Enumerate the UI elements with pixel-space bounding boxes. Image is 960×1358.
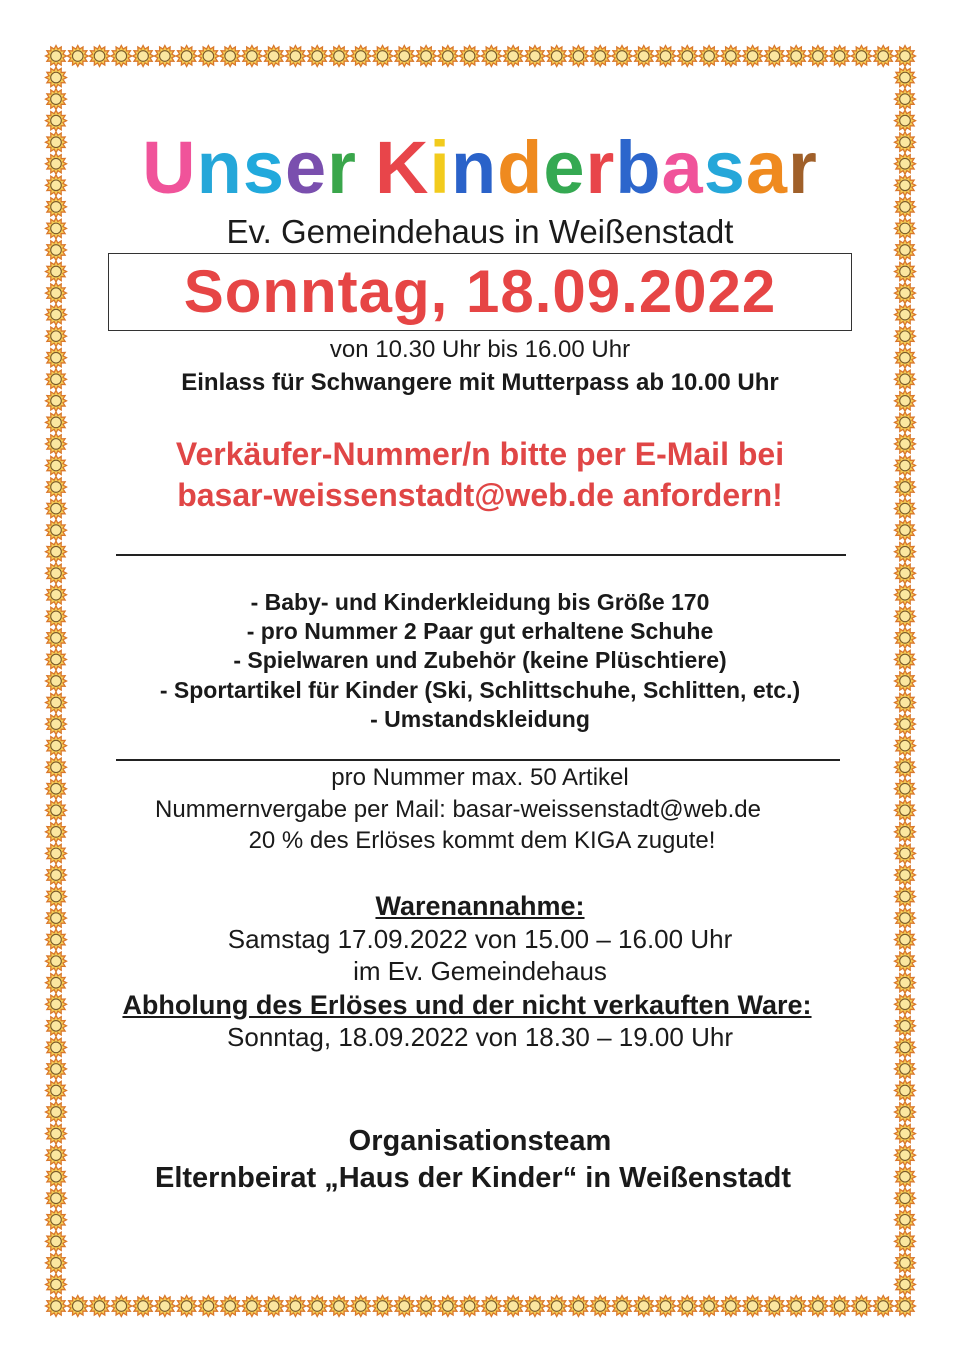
sun-icon (394, 46, 415, 67)
sun-icon (873, 1296, 894, 1317)
organizer-line-1: Organisationsteam (348, 1125, 612, 1157)
sun-icon (263, 1296, 284, 1317)
sun-icon (46, 304, 67, 325)
sun-icon (655, 1296, 676, 1317)
sun-icon (133, 1296, 154, 1317)
sun-icon (612, 46, 633, 67)
sun-icon (546, 46, 567, 67)
title-letter: r (585, 126, 616, 209)
sun-icon (677, 1296, 698, 1317)
sun-icon (46, 864, 67, 885)
sun-icon (568, 1296, 589, 1317)
sun-icon (372, 1296, 393, 1317)
divider (116, 759, 840, 761)
sun-icon (895, 1274, 916, 1295)
sun-icon (633, 1296, 654, 1317)
title-letter: r (788, 126, 818, 209)
sun-icon (46, 261, 67, 282)
sun-icon (895, 304, 916, 325)
dropoff-place: im Ev. Gemeindehaus (353, 956, 607, 986)
pickup-heading: Abholung des Erlöses und der nicht verkauften Ware: (122, 990, 812, 1020)
list-item: - Baby- und Kinderkleidung bis Größe 170 (250, 589, 710, 615)
sun-icon (46, 1058, 67, 1079)
sun-icon (46, 1296, 67, 1317)
sun-icon (220, 1296, 241, 1317)
sun-icon (285, 46, 306, 67)
title-letter: s (703, 126, 746, 209)
info-line: pro Nummer max. 50 Artikel (331, 764, 629, 791)
seller-notice-line-1: Verkäufer-Nummer/n bitte per E-Mail bei (175, 436, 785, 472)
sun-icon (807, 46, 828, 67)
sun-icon (307, 1296, 328, 1317)
title-letter: a (661, 126, 704, 209)
sun-icon (459, 46, 480, 67)
title-letter: r (327, 126, 357, 209)
sun-icon (46, 67, 67, 88)
sun-icon (895, 1080, 916, 1101)
sun-icon (416, 1296, 437, 1317)
title-letter: n (196, 126, 243, 209)
title-letter: d (497, 126, 544, 209)
sun-icon (546, 1296, 567, 1317)
venue: Ev. Gemeindehaus in Weißenstadt (226, 213, 734, 250)
info-line: Nummernvergabe per Mail: basar-weissenstadt@web.de (155, 796, 761, 823)
sun-icon (699, 1296, 720, 1317)
seller-notice-line-2: basar-weissenstadt@web.de anfordern! (177, 477, 783, 513)
opening-hours: von 10.30 Uhr bis 16.00 Uhr (329, 336, 631, 363)
sun-icon (111, 1296, 132, 1317)
list-item: - Umstandskleidung (370, 706, 590, 732)
sun-icon (895, 412, 916, 433)
title-letter: e (543, 126, 586, 209)
sun-icon (46, 541, 67, 562)
sun-icon (307, 46, 328, 67)
sun-icon (786, 1296, 807, 1317)
sun-icon (133, 46, 154, 67)
sun-icon (829, 1296, 850, 1317)
sun-icon (764, 46, 785, 67)
sun-icon (154, 46, 175, 67)
sun-icon (46, 283, 67, 304)
sun-icon (350, 46, 371, 67)
title-letter: n (450, 126, 498, 209)
sun-icon (742, 1296, 763, 1317)
sun-icon (329, 1296, 350, 1317)
sun-icon (895, 1058, 916, 1079)
sun-icon (154, 1296, 175, 1317)
sun-icon (895, 67, 916, 88)
sun-icon (46, 1080, 67, 1101)
sun-icon (89, 46, 110, 67)
title-letter: b (615, 126, 662, 209)
sun-icon (46, 735, 67, 756)
sun-icon (437, 46, 458, 67)
title-letter: i (429, 126, 451, 209)
date-box (108, 253, 852, 331)
sun-icon (459, 1296, 480, 1317)
sun-icon (895, 541, 916, 562)
sun-icon (241, 1296, 262, 1317)
title-letter: s (242, 126, 285, 209)
title-letter (357, 123, 375, 213)
sun-icon (46, 1102, 67, 1123)
sun-icon (89, 1296, 110, 1317)
sun-icon (895, 735, 916, 756)
sun-icon (481, 1296, 502, 1317)
sun-icon (241, 46, 262, 67)
sun-icon (786, 46, 807, 67)
sun-icon (895, 1209, 916, 1230)
sun-icon (895, 283, 916, 304)
sun-icon (46, 1209, 67, 1230)
sun-icon (895, 1102, 916, 1123)
sun-icon (677, 46, 698, 67)
sun-icon (481, 46, 502, 67)
sun-icon (851, 46, 872, 67)
sun-icon (895, 46, 916, 67)
title-letter: a (745, 126, 789, 209)
info-line: 20 % des Erlöses kommt dem KIGA zugute! (248, 827, 716, 854)
title-letter: U (142, 126, 197, 209)
title-letter: e (284, 126, 328, 209)
sun-icon (720, 46, 741, 67)
dropoff-time: Samstag 17.09.2022 von 15.00 – 16.00 Uhr (227, 924, 733, 954)
sun-icon (895, 1231, 916, 1252)
sun-icon (895, 261, 916, 282)
list-item: - pro Nummer 2 Paar gut erhaltene Schuhe (246, 618, 714, 644)
divider (116, 554, 846, 556)
sun-icon (655, 46, 676, 67)
sun-icon (873, 46, 894, 67)
organizer-line-2: Elternbeirat „Haus der Kinder“ in Weißenstadt (155, 1162, 791, 1194)
sun-icon (895, 1252, 916, 1273)
sun-icon (46, 89, 67, 110)
sun-icon (176, 46, 197, 67)
sun-icon (350, 1296, 371, 1317)
sun-icon (67, 1296, 88, 1317)
sun-icon (329, 46, 350, 67)
sun-icon (895, 89, 916, 110)
sun-icon (46, 46, 67, 67)
sun-icon (46, 1231, 67, 1252)
sun-icon (198, 1296, 219, 1317)
sun-icon (67, 46, 88, 67)
sun-icon (285, 1296, 306, 1317)
sun-icon (829, 46, 850, 67)
sun-icon (46, 412, 67, 433)
sun-icon (503, 1296, 524, 1317)
sun-icon (720, 1296, 741, 1317)
sun-icon (46, 520, 67, 541)
dropoff-heading: Warenannahme: (375, 891, 585, 921)
flyer-title (0, 123, 960, 213)
sun-icon (568, 46, 589, 67)
sun-icon (220, 46, 241, 67)
sun-icon (437, 1296, 458, 1317)
sun-icon (372, 46, 393, 67)
event-date: Sonntag, 18.09.2022 (183, 258, 777, 325)
sun-icon (895, 563, 916, 584)
sun-icon (895, 864, 916, 885)
sun-icon (764, 1296, 785, 1317)
sun-icon (524, 1296, 545, 1317)
sun-icon (46, 563, 67, 584)
sun-icon (263, 46, 284, 67)
sun-icon (633, 46, 654, 67)
sun-icon (503, 46, 524, 67)
sun-icon (176, 1296, 197, 1317)
sun-icon (895, 520, 916, 541)
sun-icon (46, 1252, 67, 1273)
list-item: - Spielwaren und Zubehör (keine Plüschtiere) (233, 647, 727, 673)
sun-icon (416, 46, 437, 67)
sun-icon (612, 1296, 633, 1317)
sun-icon (699, 46, 720, 67)
sun-icon (742, 46, 763, 67)
sun-icon (198, 46, 219, 67)
sun-icon (524, 46, 545, 67)
sun-icon (46, 1274, 67, 1295)
early-admission: Einlass für Schwangere mit Mutterpass ab 10.00 Uhr (181, 369, 779, 396)
title-letter: K (374, 126, 430, 209)
sun-icon (590, 46, 611, 67)
list-item: - Sportartikel für Kinder (Ski, Schlittschuhe, Schlitten, etc.) (159, 677, 801, 703)
sun-icon (111, 46, 132, 67)
sun-icon (807, 1296, 828, 1317)
sun-icon (851, 1296, 872, 1317)
sun-icon (895, 1296, 916, 1317)
sun-icon (590, 1296, 611, 1317)
pickup-time: Sonntag, 18.09.2022 von 18.30 – 19.00 Uhr (227, 1022, 733, 1052)
sun-icon (394, 1296, 415, 1317)
